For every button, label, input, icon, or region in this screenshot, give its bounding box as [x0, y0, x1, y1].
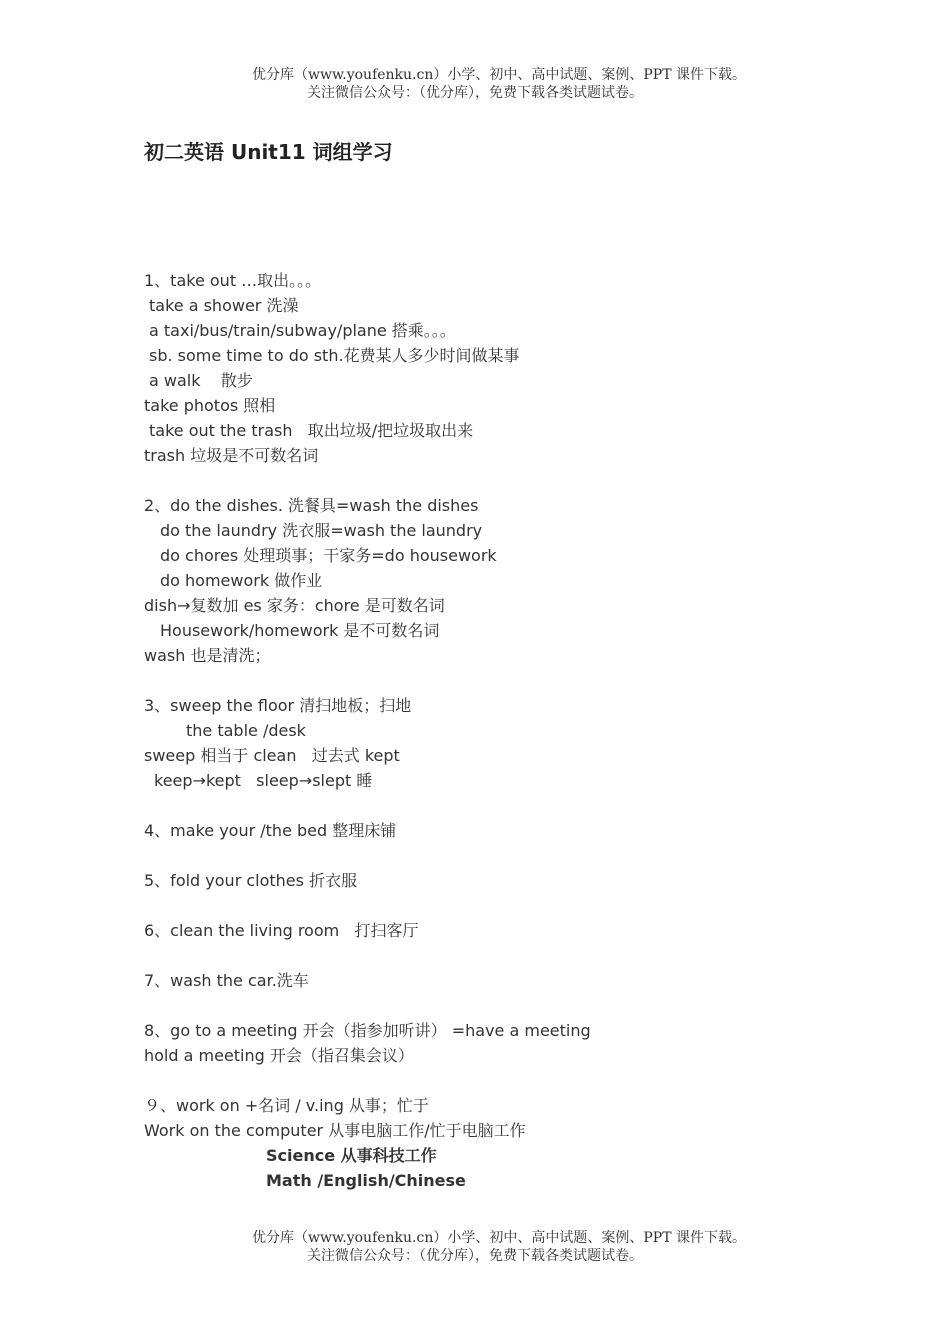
spacer [144, 468, 844, 493]
phrase-line: do homework 做作业 [160, 571, 323, 590]
phrase-line: trash 垃圾是不可数名词 [144, 446, 319, 465]
header-line-2: 关注微信公众号：（优分库），免费下载各类试题试卷。 [307, 85, 643, 101]
phrase-line: 5、fold your clothes 折衣服 [144, 871, 358, 890]
phrase-line: a taxi/bus/train/subway/plane 搭乘。。。 [149, 321, 456, 340]
spacer [144, 843, 844, 868]
footer-line-2: 关注微信公众号：（优分库），免费下载各类试题试卷。 [307, 1248, 643, 1264]
spacer [144, 943, 844, 968]
document-title: 初二英语 Unit11 词组学习 [144, 140, 393, 164]
phrase-line: 8、go to a meeting 开会（指参加听讲） =have a meeting [144, 1021, 591, 1040]
phrase-line: 2、do the dishes. 洗餐具=wash the dishes [144, 496, 479, 515]
phrase-line: do the laundry 洗衣服=wash the laundry [160, 521, 483, 540]
phrase-line: do chores 处理琐事；干家务=do housework [160, 546, 497, 565]
spacer [144, 668, 844, 693]
phrase-line: 6、clean the living room 打扫客厅 [144, 921, 419, 940]
phrase-line: 1、take out …取出。。。 [144, 271, 322, 290]
phrase-line: take out the trash 取出垃圾/把垃圾取出来 [149, 421, 474, 440]
phrase-line: a walk 散步 [149, 371, 253, 390]
phrase-line: the table /desk [186, 721, 306, 740]
spacer [144, 1068, 844, 1093]
phrase-line: keep→kept sleep→slept 睡 [154, 771, 373, 790]
page-header [0, 66, 950, 102]
phrase-line: sb. some time to do sth.花费某人多少时间做某事 [149, 346, 520, 365]
phrase-line: take photos 照相 [144, 396, 276, 415]
spacer [144, 893, 844, 918]
phrase-line: 4、make your /the bed 整理床铺 [144, 821, 397, 840]
document-body [144, 268, 844, 1193]
phrase-line: Work on the computer 从事电脑工作/忙于电脑工作 [144, 1121, 526, 1140]
phrase-line: dish→复数加 es 家务：chore 是可数名词 [144, 596, 445, 615]
phrase-line: hold a meeting 开会（指召集会议） [144, 1046, 414, 1065]
phrase-line: wash 也是清洗； [144, 646, 271, 665]
phrase-line: Housework/homework 是不可数名词 [160, 621, 440, 640]
phrase-line: 7、wash the car.洗车 [144, 971, 309, 990]
phrase-line: 3、sweep the floor 清扫地板；扫地 [144, 696, 412, 715]
page-footer [0, 1229, 950, 1265]
spacer [144, 793, 844, 818]
phrase-line: sweep 相当于 clean 过去式 kept [144, 746, 400, 765]
phrase-line: take a shower 洗澡 [149, 296, 299, 315]
header-line-1: 优分库（www.youfenku.cn）小学、初中、高中试题、案例、PPT 课件下载。 [251, 67, 746, 83]
phrase-line: ９、work on +名词 / v.ing 从事；忙于 [144, 1096, 429, 1115]
spacer [144, 993, 844, 1018]
footer-line-1: 优分库（www.youfenku.cn）小学、初中、高中试题、案例、PPT 课件下载。 [251, 1230, 746, 1246]
phrase-line: Math /English/Chinese [266, 1171, 466, 1190]
phrase-line: Science 从事科技工作 [266, 1146, 437, 1165]
